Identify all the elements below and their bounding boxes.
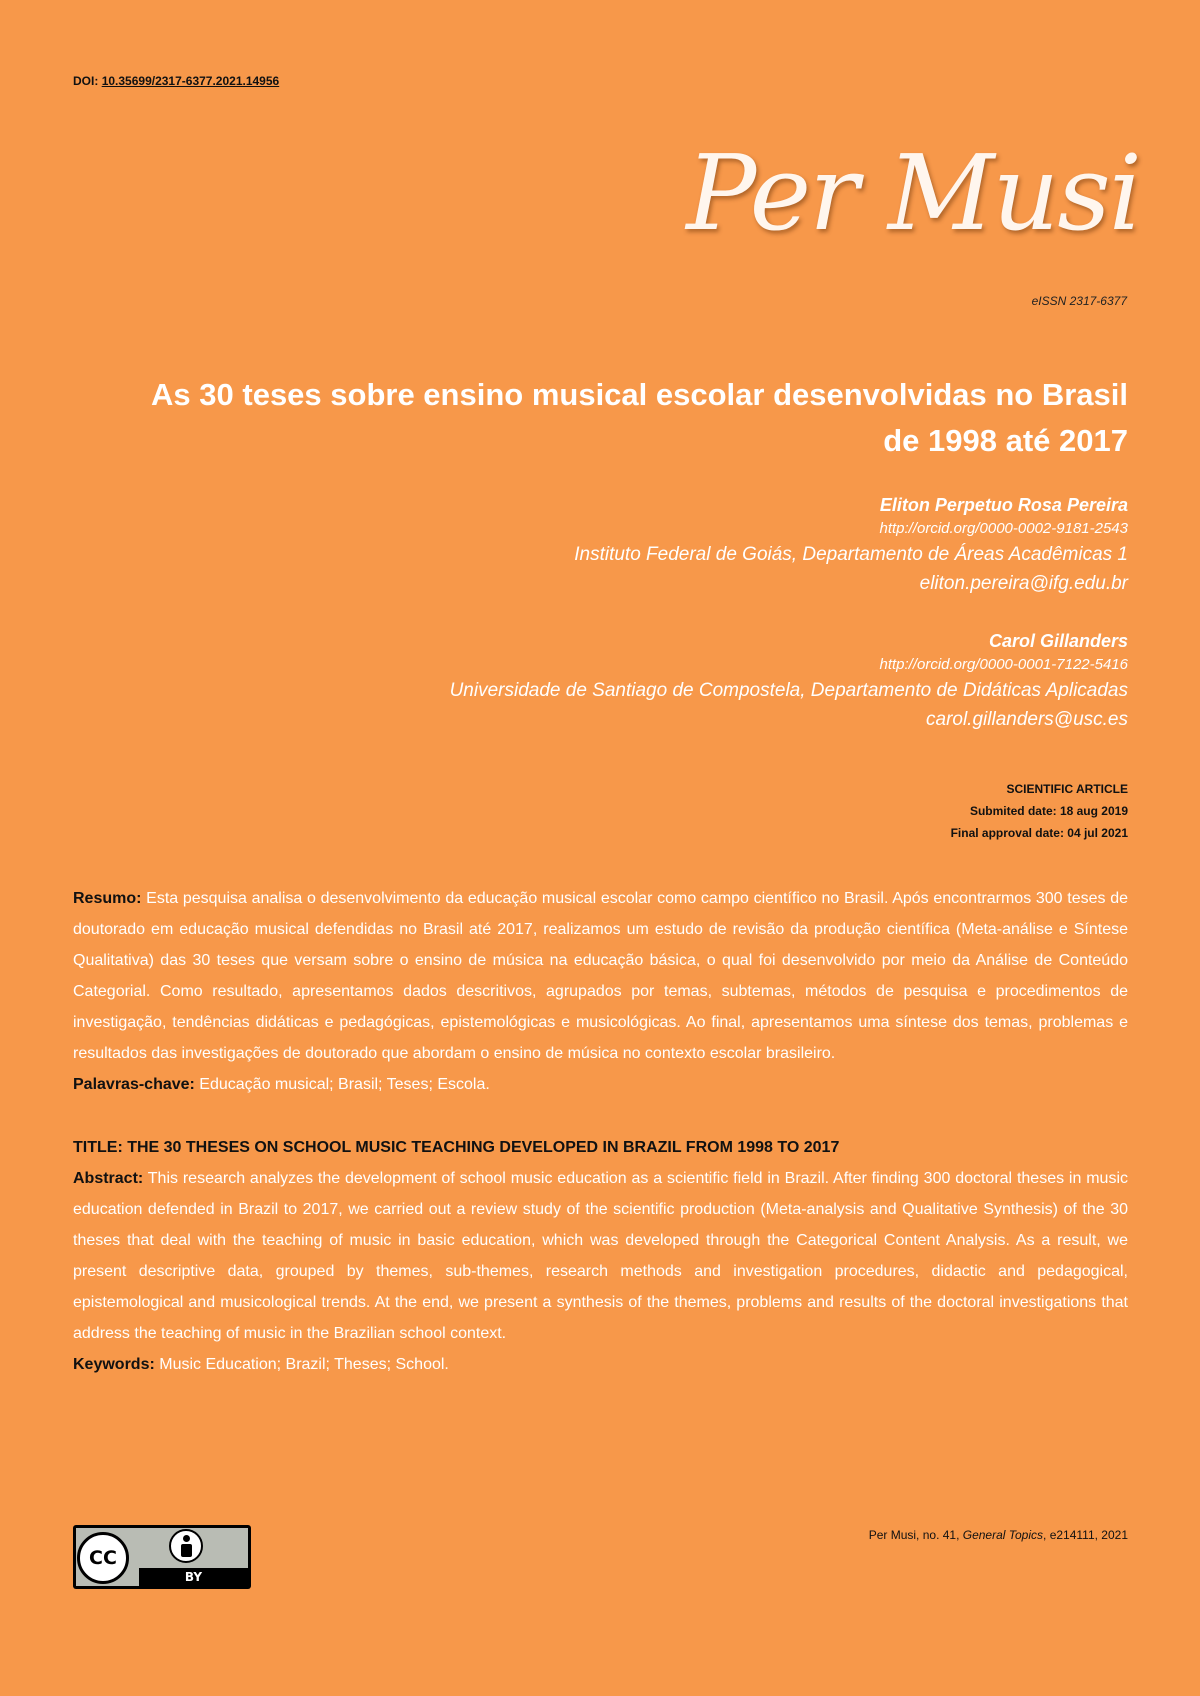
doi-line xyxy=(73,74,279,88)
abstract-paragraph xyxy=(73,1163,1128,1349)
footer-section: General Topics xyxy=(962,1528,1044,1542)
abstract-text: This research analyzes the development of school music education as a scientific field in Brazil. After finding 300 doctoral theses in music education defended in Brazil to 2017, we carried out a review study of the scientific production (Meta-analysis and Qualitative Synthesis) of the 30 theses that deal with the teaching of music in basic education, which was developed through the Categorical Content Analysis. As a result, we present descriptive data, grouped by themes, sub-themes, research methods and investigation procedures, didactic and pedagogical, epistemological and musicological trends. At the end, we present a synthesis of the themes, problems and results of the doctoral investigations that address the teaching of music in the Brazilian school context. xyxy=(73,1170,1128,1342)
footer-prefix: Per Musi, no. 41, xyxy=(868,1528,963,1542)
author-institution: Universidade de Santiago de Compostela, Departamento de Didáticas Aplicadas xyxy=(449,680,1128,701)
article-type: SCIENTIFIC ARTICLE xyxy=(1006,782,1128,796)
cc-by-license-badge[interactable] xyxy=(73,1525,251,1589)
resumo-paragraph xyxy=(73,883,1128,1069)
author-institution: Instituto Federal de Goiás, Departamento de Áreas Acadêmicas 1 xyxy=(574,544,1128,565)
person-head-shape xyxy=(183,1535,190,1542)
palavras-chave-text: Educação musical; Brasil; Teses; Escola. xyxy=(194,1076,490,1093)
article-title: As 30 teses sobre ensino musical escolar desenvolvidas no Brasil de 1998 até 2017 xyxy=(151,377,1128,458)
resumo-text: Esta pesquisa analisa o desenvolvimento da educação musical escolar como campo científico no Brasil. Após encontrarmos 300 teses de doutorado em educação musical defendidas no Brasil até 2017, realizamos um estudo de revisão da produção científica (Meta-análise e Síntese Qualitativa) das 30 teses que versam sobre o ensino de música na educação básica, o qual foi desenvolvido por meio da Análise de Conteúdo Categorial. Como resultado, apresentamos dados descritivos, agrupados por temas, subtemas, métodos de pesquisa e procedimentos de investigação, tendências didáticas e pedagógicas, epistemológicas e musicológicas. Ao final, apresentamos uma síntese dos temas, problemas e resultados das investigações de doutorado que abordam o ensino de música no contexto escolar brasileiro. xyxy=(73,890,1128,1062)
attribution-person-icon xyxy=(169,1529,203,1563)
doi-label: DOI: xyxy=(73,74,99,88)
keywords-label: Keywords: xyxy=(73,1356,155,1373)
author-email-link[interactable]: eliton.pereira@ifg.edu.br xyxy=(919,573,1128,594)
abstract-label: Abstract: xyxy=(73,1170,144,1187)
author-name: Carol Gillanders xyxy=(988,631,1128,651)
palavras-chave-label: Palavras-chave: xyxy=(73,1076,195,1093)
authors-block xyxy=(128,492,1128,764)
author-name: Eliton Perpetuo Rosa Pereira xyxy=(879,495,1128,515)
creative-commons-icon: CC xyxy=(77,1532,129,1584)
resumo-label: Resumo: xyxy=(73,890,142,907)
author-orcid-link[interactable]: http://orcid.org/0000-0001-7122-5416 xyxy=(879,656,1128,673)
person-body-shape xyxy=(181,1544,192,1557)
eissn: eISSN 2317-6377 xyxy=(1031,294,1127,308)
abstracts xyxy=(73,883,1128,1380)
citation-footer xyxy=(869,1528,1128,1542)
author-orcid-link[interactable]: http://orcid.org/0000-0002-9181-2543 xyxy=(879,520,1128,537)
author-1 xyxy=(128,492,1128,598)
submitted-date: Submited date: 18 aug 2019 xyxy=(969,804,1128,818)
journal-logo xyxy=(680,118,1140,278)
journal-logo-text: Per Musi xyxy=(686,132,1140,254)
spacer xyxy=(73,1100,1128,1132)
keywords-line xyxy=(73,1349,1128,1380)
keywords-text: Music Education; Brazil; Theses; School. xyxy=(154,1356,449,1373)
doi-link[interactable]: 10.35699/2317-6377.2021.14956 xyxy=(101,74,280,88)
english-title: TITLE: THE 30 THESES ON SCHOOL MUSIC TEACHING DEVELOPED IN BRAZIL FROM 1998 TO 2017 xyxy=(73,1139,840,1156)
author-2 xyxy=(128,628,1128,734)
approval-date: Final approval date: 04 jul 2021 xyxy=(950,826,1128,840)
by-label: BY xyxy=(139,1568,248,1586)
palavras-chave-line xyxy=(73,1069,1128,1100)
author-email-link[interactable]: carol.gillanders@usc.es xyxy=(926,709,1128,730)
footer-suffix: , e214111, 2021 xyxy=(1043,1528,1128,1542)
article-meta xyxy=(728,778,1128,844)
